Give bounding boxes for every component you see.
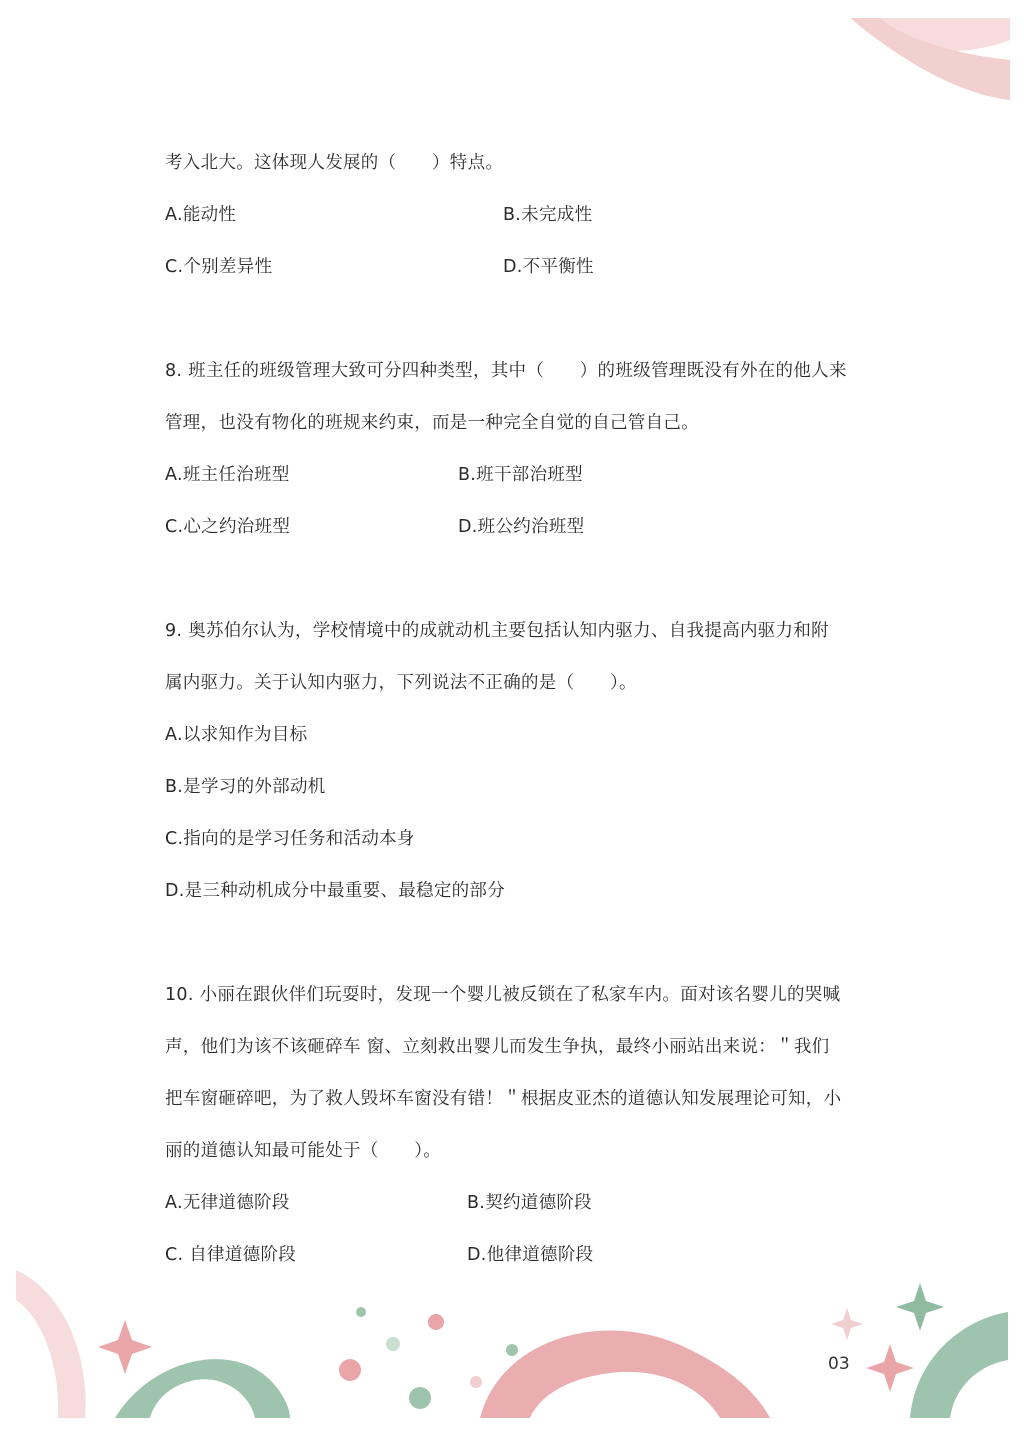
page-number: 03: [828, 1354, 850, 1374]
q10-stem-line-3: 把车窗砸碎吧，为了救人毁坏车窗没有错！＂根据皮亚杰的道德认知发展理论可知，小: [165, 1089, 842, 1109]
q8-option-d: D.班公约治班型: [458, 517, 585, 537]
q7-option-c: C.个别差异性: [165, 257, 273, 277]
q8-stem-line-2: 管理，也没有物化的班规来约束，而是一种完全自觉的自己管自己。: [165, 413, 699, 433]
q9-option-b: B.是学习的外部动机: [165, 777, 326, 797]
q9-stem-line-2: 属内驱力。关于认知内驱力，下列说法不正确的是（ ）。: [165, 673, 637, 693]
q10-option-c: C. 自律道德阶段: [165, 1245, 297, 1265]
q10-stem-line-2: 声，他们为该不该砸碎车 窗、立刻救出婴儿而发生争执，最终小丽站出来说：＂我们: [165, 1037, 830, 1057]
q9-option-c: C.指向的是学习任务和活动本身: [165, 829, 415, 849]
q9-stem-line-1: 9. 奥苏伯尔认为，学校情境中的成就动机主要包括认知内驱力、自我提高内驱力和附: [165, 621, 829, 641]
q10-option-d: D.他律道德阶段: [467, 1245, 594, 1265]
bottom-left-rainbow-decoration: [16, 1270, 290, 1418]
top-right-arc-decoration: [850, 18, 1010, 100]
q7-option-a: A.能动性: [165, 205, 237, 225]
q9-option-d: D.是三种动机成分中最重要、最稳定的部分: [165, 881, 506, 901]
q7-option-d: D.不平衡性: [503, 257, 594, 277]
bottom-right-rainbow-decoration: [480, 1312, 1008, 1418]
q10-option-a: A.无律道德阶段: [165, 1193, 290, 1213]
q8-stem-line-1: 8. 班主任的班级管理大致可分四种类型，其中（ ）的班级管理既没有外在的他人来: [165, 361, 847, 381]
q10-option-b: B.契约道德阶段: [467, 1193, 592, 1213]
q9-option-a: A.以求知作为目标: [165, 725, 308, 745]
q10-stem-line-1: 10. 小丽在跟伙伴们玩耍时，发现一个婴儿被反锁在了私家车内。面对该名婴儿的哭喊: [165, 985, 841, 1005]
q7-stem-tail: 考入北大。这体现人发展的（ ）特点。: [165, 153, 504, 173]
q8-option-b: B.班干部治班型: [458, 465, 583, 485]
q10-stem-line-4: 丽的道德认知最可能处于（ ）。: [165, 1141, 442, 1161]
q7-option-b: B.未完成性: [503, 205, 593, 225]
q8-option-a: A.班主任治班型: [165, 465, 290, 485]
q8-option-c: C.心之约治班型: [165, 517, 291, 537]
